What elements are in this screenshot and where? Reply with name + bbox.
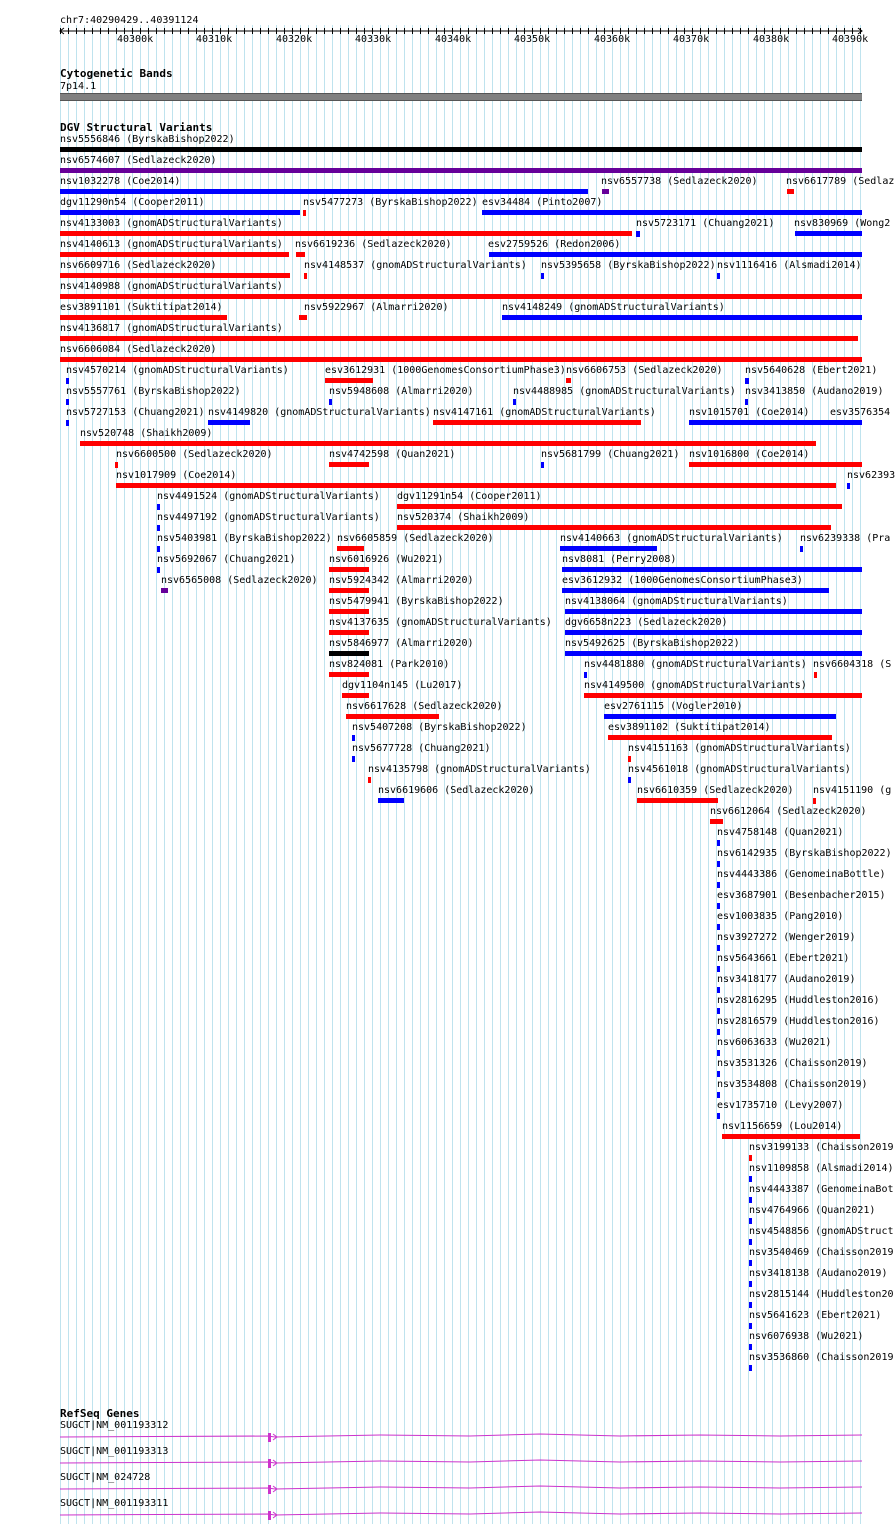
variant-label[interactable]: nsv5677728 (Chuang2021) bbox=[352, 743, 491, 754]
variant-label[interactable]: nsv6600500 (Sedlazeck2020) bbox=[116, 449, 273, 460]
variant-bar[interactable] bbox=[303, 210, 306, 216]
variant-bar[interactable] bbox=[745, 378, 749, 384]
variant-label[interactable]: nsv5479941 (ByrskaBishop2022) bbox=[329, 596, 504, 607]
variant-label[interactable]: nsv3199133 (Chaisson2019 bbox=[749, 1142, 894, 1153]
variant-bar[interactable] bbox=[296, 252, 305, 257]
variant-label[interactable]: nsv6565008 (Sedlazeck2020) bbox=[161, 575, 318, 586]
variant-bar[interactable] bbox=[749, 1239, 752, 1245]
ruler-tick-label: 40380k bbox=[753, 34, 790, 45]
variant-label[interactable]: nsv1116416 (Alsmadi2014) bbox=[717, 260, 862, 271]
variant-bar[interactable] bbox=[717, 966, 720, 972]
gene-model[interactable] bbox=[0, 1508, 890, 1522]
variant-label[interactable]: nsv3413850 (Audano2019) bbox=[745, 386, 884, 397]
cytoband-track-title[interactable]: Cytogenetic Bands bbox=[60, 67, 173, 80]
ruler-tick-label: 40390k bbox=[832, 34, 869, 45]
variant-bar[interactable] bbox=[541, 273, 544, 279]
ruler-tick-label: 40350k bbox=[514, 34, 551, 45]
variant-bar[interactable] bbox=[489, 252, 862, 257]
ruler-tick-label: 40300k bbox=[117, 34, 154, 45]
variant-label[interactable]: nsv4149500 (gnomADStructuralVariants) bbox=[584, 680, 807, 691]
variant-bar[interactable] bbox=[60, 168, 862, 173]
gene-label[interactable]: SUGCT|NM_001193312 bbox=[60, 1420, 169, 1431]
variant-label[interactable]: nsv3531326 (Chaisson2019) bbox=[717, 1058, 868, 1069]
variant-label[interactable]: nsv6605859 (Sedlazeck2020) bbox=[337, 533, 494, 544]
variant-bar[interactable] bbox=[565, 651, 862, 656]
variant-bar[interactable] bbox=[847, 483, 850, 489]
variant-label[interactable]: nsv5692067 (Chuang2021) bbox=[157, 554, 296, 565]
variant-label[interactable]: nsv6604318 (S bbox=[813, 659, 892, 670]
variant-bar[interactable] bbox=[795, 231, 862, 236]
variant-label[interactable]: esv3891101 (Suktitipat2014) bbox=[60, 302, 223, 313]
variant-label[interactable]: dgv1104n145 (Lu2017) bbox=[342, 680, 463, 691]
variant-label[interactable]: nsv5727153 (Chuang2021) bbox=[66, 407, 205, 418]
variant-label[interactable]: nsv5641623 (Ebert2021) bbox=[749, 1310, 882, 1321]
gene-exon bbox=[268, 1433, 271, 1442]
variant-label[interactable]: nsv1017909 (Coe2014) bbox=[116, 470, 237, 481]
variant-label[interactable]: esv2759526 (Redon2006) bbox=[488, 239, 621, 250]
variant-label[interactable]: nsv4135798 (gnomADStructuralVariants) bbox=[368, 764, 591, 775]
variant-label[interactable]: nsv6142935 (ByrskaBishop2022) bbox=[717, 848, 892, 859]
variant-label[interactable]: nsv5395658 (ByrskaBishop2022) bbox=[541, 260, 716, 271]
variant-label[interactable]: nsv4443386 (GenomeinaBottle) bbox=[717, 869, 886, 880]
variant-label[interactable]: nsv4137635 (gnomADStructuralVariants) bbox=[329, 617, 552, 628]
variant-label[interactable]: nsv5922967 (Almarri2020) bbox=[304, 302, 449, 313]
variant-bar[interactable] bbox=[329, 399, 332, 405]
variant-bar[interactable] bbox=[397, 504, 842, 509]
variant-bar[interactable] bbox=[608, 735, 832, 740]
variant-bar[interactable] bbox=[329, 630, 369, 635]
gene-model[interactable] bbox=[0, 1430, 890, 1444]
variant-label[interactable]: nsv4758148 (Quan2021) bbox=[717, 827, 844, 838]
variant-bar[interactable] bbox=[397, 525, 831, 530]
variant-label[interactable]: nsv4488985 (gnomADStructuralVariants) bbox=[513, 386, 736, 397]
variant-bar[interactable] bbox=[749, 1302, 752, 1308]
variant-bar[interactable] bbox=[329, 651, 369, 656]
variant-bar[interactable] bbox=[482, 210, 862, 215]
variant-bar[interactable] bbox=[80, 441, 816, 446]
variant-bar[interactable] bbox=[749, 1260, 752, 1266]
variant-label[interactable]: nsv4548856 (gnomADStruct bbox=[749, 1226, 894, 1237]
variant-bar[interactable] bbox=[157, 525, 160, 531]
variant-label[interactable]: nsv6557738 (Sedlazeck2020) bbox=[601, 176, 758, 187]
variant-bar[interactable] bbox=[717, 1029, 720, 1035]
variant-bar[interactable] bbox=[717, 903, 720, 909]
gene-intron-line bbox=[60, 1512, 862, 1515]
position-readout: chr7:40290429..40391124 bbox=[60, 15, 199, 26]
variant-label[interactable]: nsv5846977 (Almarri2020) bbox=[329, 638, 474, 649]
variant-bar[interactable] bbox=[717, 1071, 720, 1077]
variant-bar[interactable] bbox=[565, 630, 862, 635]
variant-bar[interactable] bbox=[637, 798, 718, 803]
variant-label[interactable]: nsv4138064 (gnomADStructuralVariants) bbox=[565, 596, 788, 607]
variant-bar[interactable] bbox=[342, 693, 369, 698]
gene-intron-line bbox=[60, 1486, 862, 1489]
variant-label[interactable]: nsv6619606 (Sedlazeck2020) bbox=[378, 785, 535, 796]
variant-bar[interactable] bbox=[560, 546, 657, 551]
variant-label[interactable]: nsv4570214 (gnomADStructuralVariants) bbox=[66, 365, 289, 376]
variant-label[interactable]: esv3612932 (1000GenomesConsortiumPhase3) bbox=[562, 575, 803, 586]
variant-bar[interactable] bbox=[717, 273, 720, 279]
refseq-track-title[interactable]: RefSeq Genes bbox=[60, 1407, 140, 1420]
variant-bar[interactable] bbox=[60, 273, 290, 278]
variant-label[interactable]: nsv5556846 (ByrskaBishop2022) bbox=[60, 134, 235, 145]
variant-label[interactable]: nsv4148249 (gnomADStructuralVariants) bbox=[502, 302, 725, 313]
variant-bar[interactable] bbox=[368, 777, 371, 783]
variant-bar[interactable] bbox=[337, 546, 364, 551]
variant-label[interactable]: nsv5557761 (ByrskaBishop2022) bbox=[66, 386, 241, 397]
variant-label[interactable]: nsv6606753 (Sedlazeck2020) bbox=[566, 365, 723, 376]
variant-bar[interactable] bbox=[749, 1218, 752, 1224]
variant-bar[interactable] bbox=[60, 210, 300, 215]
variant-bar[interactable] bbox=[745, 399, 748, 405]
ruler-tick-label: 40360k bbox=[594, 34, 631, 45]
variant-label[interactable]: nsv3418138 (Audano2019) bbox=[749, 1268, 888, 1279]
variant-label[interactable]: nsv5723171 (Chuang2021) bbox=[636, 218, 775, 229]
variant-label[interactable]: nsv3534808 (Chaisson2019) bbox=[717, 1079, 868, 1090]
variant-label[interactable]: nsv4151163 (gnomADStructuralVariants) bbox=[628, 743, 851, 754]
variant-bar[interactable] bbox=[329, 462, 369, 467]
variant-label[interactable]: nsv3536860 (Chaisson2019 bbox=[749, 1352, 894, 1363]
variant-bar[interactable] bbox=[584, 672, 587, 678]
variant-label[interactable]: nsv5492625 (ByrskaBishop2022) bbox=[565, 638, 740, 649]
cytoband-bar[interactable] bbox=[60, 93, 862, 101]
variant-bar[interactable] bbox=[710, 819, 723, 824]
variant-bar[interactable] bbox=[60, 189, 588, 194]
variant-label[interactable]: nsv2816295 (Huddleston2016) bbox=[717, 995, 880, 1006]
variant-label[interactable]: nsv824081 (Park2010) bbox=[329, 659, 450, 670]
variant-label[interactable]: nsv5643661 (Ebert2021) bbox=[717, 953, 850, 964]
variant-label[interactable]: nsv4140663 (gnomADStructuralVariants) bbox=[560, 533, 783, 544]
variant-label[interactable]: esv3576354 bbox=[830, 407, 891, 418]
variant-label[interactable]: nsv520374 (Shaikh2009) bbox=[397, 512, 530, 523]
ruler-tick-label: 40330k bbox=[355, 34, 392, 45]
gene-intron-line bbox=[60, 1460, 862, 1463]
variant-bar[interactable] bbox=[749, 1323, 752, 1329]
variant-bar[interactable] bbox=[60, 231, 632, 236]
variant-label[interactable]: nsv1032278 (Coe2014) bbox=[60, 176, 181, 187]
variant-label[interactable]: nsv3927272 (Wenger2019) bbox=[717, 932, 856, 943]
variant-bar[interactable] bbox=[541, 462, 544, 468]
variant-label[interactable]: nsv1015701 (Coe2014) bbox=[689, 407, 810, 418]
variant-label[interactable]: nsv6076938 (Wu2021) bbox=[749, 1331, 864, 1342]
variant-bar[interactable] bbox=[60, 315, 227, 320]
variant-bar[interactable] bbox=[814, 672, 817, 678]
variant-label[interactable]: dgv6658n223 (Sedlazeck2020) bbox=[565, 617, 728, 628]
gene-label[interactable]: SUGCT|NM_024728 bbox=[60, 1472, 151, 1483]
variant-label[interactable]: nsv830969 (Wong2 bbox=[794, 218, 891, 229]
variant-bar[interactable] bbox=[115, 462, 118, 468]
variant-bar[interactable] bbox=[717, 840, 720, 846]
variant-label[interactable]: nsv5924342 (Almarri2020) bbox=[329, 575, 474, 586]
variant-bar[interactable] bbox=[378, 798, 404, 803]
variant-bar[interactable] bbox=[717, 1050, 720, 1056]
variant-label[interactable]: nsv4151190 (g bbox=[813, 785, 892, 796]
variant-label[interactable]: nsv4140988 (gnomADStructuralVariants) bbox=[60, 281, 283, 292]
variant-bar[interactable] bbox=[157, 504, 160, 510]
variant-label[interactable]: nsv3418177 (Audano2019) bbox=[717, 974, 856, 985]
variant-label[interactable]: nsv6612064 (Sedlazeck2020) bbox=[710, 806, 867, 817]
variant-bar[interactable] bbox=[717, 1113, 720, 1119]
variant-bar[interactable] bbox=[717, 987, 720, 993]
variant-bar[interactable] bbox=[60, 357, 862, 362]
variant-bar[interactable] bbox=[60, 294, 862, 299]
gene-label[interactable]: SUGCT|NM_001193311 bbox=[60, 1498, 169, 1509]
variant-bar[interactable] bbox=[562, 567, 862, 572]
variant-label[interactable]: nsv6617789 (Sedlaz bbox=[786, 176, 895, 187]
variant-bar[interactable] bbox=[565, 609, 862, 614]
variant-bar[interactable] bbox=[604, 714, 836, 719]
variant-bar[interactable] bbox=[800, 546, 803, 552]
gene-label[interactable]: SUGCT|NM_001193313 bbox=[60, 1446, 169, 1457]
variant-bar[interactable] bbox=[717, 882, 720, 888]
variant-bar[interactable] bbox=[157, 567, 160, 573]
variant-label[interactable]: nsv4147161 (gnomADStructuralVariants) bbox=[433, 407, 656, 418]
variant-bar[interactable] bbox=[161, 588, 168, 593]
variant-bar[interactable] bbox=[628, 756, 631, 762]
variant-label[interactable]: nsv3540469 (Chaisson2019 bbox=[749, 1247, 894, 1258]
variant-label[interactable]: nsv5403981 (ByrskaBishop2022) bbox=[157, 533, 332, 544]
variant-bar[interactable] bbox=[208, 420, 250, 425]
variant-label[interactable]: esv2761115 (Vogler2010) bbox=[604, 701, 743, 712]
variant-label[interactable]: nsv4742598 (Quan2021) bbox=[329, 449, 456, 460]
variant-bar[interactable] bbox=[787, 189, 794, 194]
variant-bar[interactable] bbox=[66, 378, 69, 384]
variant-label[interactable]: nsv6606084 (Sedlazeck2020) bbox=[60, 344, 217, 355]
variant-bar[interactable] bbox=[157, 546, 160, 552]
variant-bar[interactable] bbox=[717, 924, 720, 930]
variant-label[interactable]: nsv6617628 (Sedlazeck2020) bbox=[346, 701, 503, 712]
gene-intron-line bbox=[60, 1434, 862, 1437]
variant-bar[interactable] bbox=[513, 399, 516, 405]
variant-bar[interactable] bbox=[749, 1344, 752, 1350]
variant-label[interactable]: nsv2816579 (Huddleston2016) bbox=[717, 1016, 880, 1027]
variant-bar[interactable] bbox=[60, 252, 289, 257]
variant-label[interactable]: nsv6574607 (Sedlazeck2020) bbox=[60, 155, 217, 166]
gene-model[interactable] bbox=[0, 1482, 890, 1496]
variant-label[interactable]: nsv6609716 (Sedlazeck2020) bbox=[60, 260, 217, 271]
variant-label[interactable]: esv34484 (Pinto2007) bbox=[482, 197, 603, 208]
variant-bar[interactable] bbox=[352, 735, 355, 741]
variant-bar[interactable] bbox=[562, 588, 829, 593]
variant-bar[interactable] bbox=[66, 399, 69, 405]
variant-label[interactable]: nsv5477273 (ByrskaBishop2022) bbox=[303, 197, 478, 208]
variant-bar[interactable] bbox=[502, 315, 862, 320]
variant-label[interactable]: esv3687901 (Besenbacher2015) bbox=[717, 890, 886, 901]
variant-bar[interactable] bbox=[717, 861, 720, 867]
variant-label[interactable]: nsv6239338 (Pra bbox=[800, 533, 891, 544]
variant-label[interactable]: esv3612931 (1000GenomesConsortiumPhase3) bbox=[325, 365, 566, 376]
variant-label[interactable]: nsv6063633 (Wu2021) bbox=[717, 1037, 832, 1048]
variant-bar[interactable] bbox=[352, 756, 355, 762]
variant-label[interactable]: nsv5640628 (Ebert2021) bbox=[745, 365, 878, 376]
variant-bar[interactable] bbox=[116, 483, 836, 488]
variant-bar[interactable] bbox=[329, 588, 369, 593]
ruler-tick-label: 40370k bbox=[673, 34, 710, 45]
variant-label[interactable]: nsv62393 bbox=[847, 470, 895, 481]
variant-bar[interactable] bbox=[749, 1155, 752, 1161]
variant-bar[interactable] bbox=[602, 189, 609, 194]
variant-label[interactable]: esv1003835 (Pang2010) bbox=[717, 911, 844, 922]
variant-bar[interactable] bbox=[636, 231, 640, 237]
variant-bar[interactable] bbox=[66, 420, 69, 426]
gene-exon bbox=[268, 1511, 271, 1520]
variant-label[interactable]: nsv4561018 (gnomADStructuralVariants) bbox=[628, 764, 851, 775]
variant-bar[interactable] bbox=[813, 798, 816, 804]
variant-label[interactable]: nsv520748 (Shaikh2009) bbox=[80, 428, 213, 439]
variant-label[interactable]: nsv8081 (Perry2008) bbox=[562, 554, 677, 565]
variant-label[interactable]: nsv4491524 (gnomADStructuralVariants) bbox=[157, 491, 380, 502]
variant-bar[interactable] bbox=[584, 693, 862, 698]
variant-bar[interactable] bbox=[329, 567, 369, 572]
variant-bar[interactable] bbox=[689, 462, 862, 467]
gene-exon bbox=[268, 1485, 271, 1494]
variant-label[interactable]: nsv4133003 (gnomADStructuralVariants) bbox=[60, 218, 283, 229]
variant-label[interactable]: esv3891102 (Suktitipat2014) bbox=[608, 722, 771, 733]
ruler-tick-label: 40320k bbox=[276, 34, 313, 45]
variant-bar[interactable] bbox=[299, 315, 307, 320]
variant-bar[interactable] bbox=[717, 1092, 720, 1098]
gene-exon bbox=[268, 1459, 271, 1468]
variant-bar[interactable] bbox=[717, 945, 720, 951]
variant-label[interactable]: nsv4148537 (gnomADStructuralVariants) bbox=[304, 260, 527, 271]
variant-label[interactable]: nsv1016800 (Coe2014) bbox=[689, 449, 810, 460]
variant-label[interactable]: nsv4136817 (gnomADStructuralVariants) bbox=[60, 323, 283, 334]
cytoband-label: 7p14.1 bbox=[60, 81, 97, 92]
variant-label[interactable]: nsv1109858 (Alsmadi2014) bbox=[749, 1163, 894, 1174]
variant-bar[interactable] bbox=[433, 420, 641, 425]
gene-model[interactable] bbox=[0, 1456, 890, 1470]
variant-bar[interactable] bbox=[329, 672, 369, 677]
variant-label[interactable]: dgv11291n54 (Cooper2011) bbox=[397, 491, 542, 502]
variant-label[interactable]: nsv4140613 (gnomADStructuralVariants) bbox=[60, 239, 283, 250]
variant-bar[interactable] bbox=[628, 777, 631, 783]
variant-label[interactable]: nsv6016926 (Wu2021) bbox=[329, 554, 444, 565]
ruler-tick-label: 40310k bbox=[196, 34, 233, 45]
variant-label[interactable]: nsv5948608 (Almarri2020) bbox=[329, 386, 474, 397]
dgv-track-title[interactable]: DGV Structural Variants bbox=[60, 121, 213, 134]
variant-bar[interactable] bbox=[722, 1134, 860, 1139]
variant-bar[interactable] bbox=[329, 609, 369, 614]
variant-label[interactable]: nsv4481880 (gnomADStructuralVariants) bbox=[584, 659, 807, 670]
variant-bar[interactable] bbox=[717, 1008, 720, 1014]
variant-label[interactable]: nsv6610359 (Sedlazeck2020) bbox=[637, 785, 794, 796]
variant-label[interactable]: nsv6619236 (Sedlazeck2020) bbox=[295, 239, 452, 250]
variant-label[interactable]: esv1735710 (Levy2007) bbox=[717, 1100, 844, 1111]
ruler-tick-label: 40340k bbox=[435, 34, 472, 45]
variant-label[interactable]: nsv2815144 (Huddleston20 bbox=[749, 1289, 894, 1300]
variant-label[interactable]: nsv5407208 (ByrskaBishop2022) bbox=[352, 722, 527, 733]
variant-bar[interactable] bbox=[749, 1365, 752, 1371]
variant-bar[interactable] bbox=[60, 147, 862, 152]
variant-bar[interactable] bbox=[830, 420, 862, 425]
variant-bar[interactable] bbox=[749, 1176, 752, 1182]
variant-label[interactable]: nsv5681799 (Chuang2021) bbox=[541, 449, 680, 460]
variant-label[interactable]: nsv4497192 (gnomADStructuralVariants) bbox=[157, 512, 380, 523]
variant-bar[interactable] bbox=[749, 1197, 752, 1203]
variant-bar[interactable] bbox=[304, 273, 307, 279]
variant-label[interactable]: nsv4443387 (GenomeinaBot bbox=[749, 1184, 894, 1195]
variant-bar[interactable] bbox=[325, 378, 373, 383]
variant-bar[interactable] bbox=[60, 336, 858, 341]
variant-bar[interactable] bbox=[749, 1281, 752, 1287]
variant-bar[interactable] bbox=[566, 378, 571, 383]
variant-bar[interactable] bbox=[346, 714, 439, 719]
variant-label[interactable]: nsv1156659 (Lou2014) bbox=[722, 1121, 843, 1132]
variant-label[interactable]: nsv4149820 (gnomADStructuralVariants) bbox=[208, 407, 431, 418]
variant-label[interactable]: dgv11290n54 (Cooper2011) bbox=[60, 197, 205, 208]
variant-label[interactable]: nsv4764966 (Quan2021) bbox=[749, 1205, 876, 1216]
